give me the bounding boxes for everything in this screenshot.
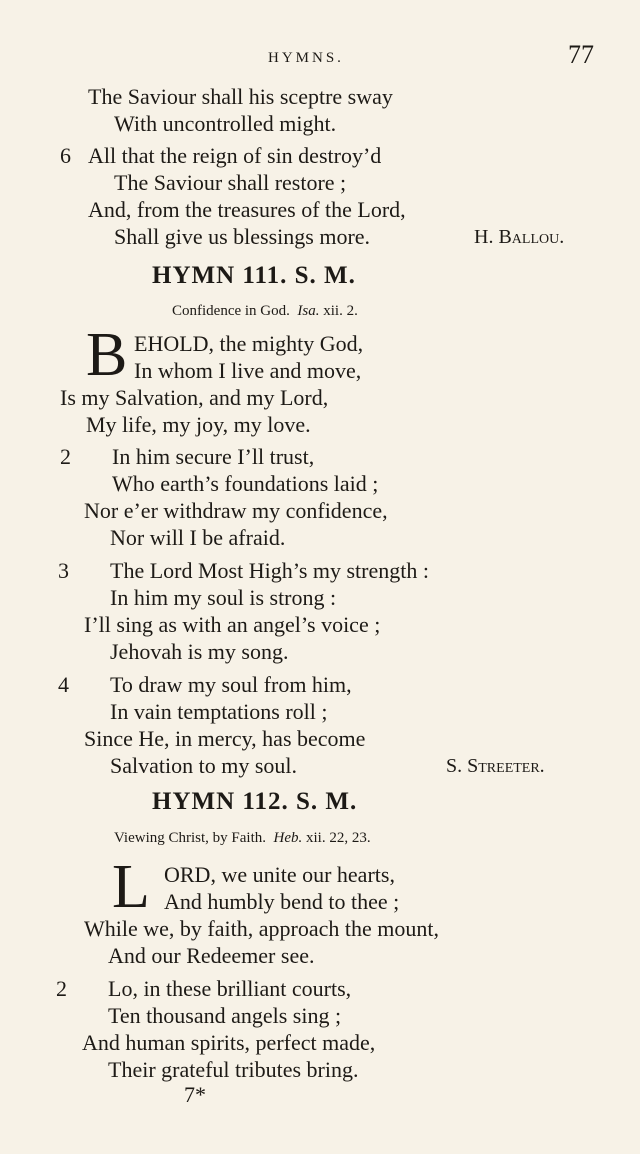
verse-number: 4	[58, 672, 69, 697]
verse-line: With uncontrolled might.	[114, 111, 337, 136]
verse-line: Is my Salvation, and my Lord,	[60, 385, 329, 410]
verse-line: And our Redeemer see.	[108, 943, 315, 968]
verse-number: 2	[56, 976, 67, 1001]
verse-line: I’ll sing as with an angel’s voice ;	[84, 612, 381, 637]
verse-line: Jehovah is my song.	[110, 639, 289, 664]
verse-line: Who earth’s foundations laid ;	[112, 471, 379, 496]
page-number: 77	[568, 40, 594, 69]
verse-line: All that the reign of sin destroy’d	[88, 143, 382, 168]
verse-line: Since He, in mercy, has become	[84, 726, 366, 751]
verse-line: My life, my joy, my love.	[86, 412, 311, 437]
verse-line: The Saviour shall his sceptre sway	[88, 84, 393, 109]
verse-line: While we, by faith, approach the mount,	[84, 916, 439, 941]
verse-line: Ten thousand angels sing ;	[108, 1003, 342, 1028]
verse-line: ORD, we unite our hearts,	[164, 862, 395, 887]
verse-line: The Saviour shall restore ;	[114, 170, 347, 195]
verse-line: And, from the treasures of the Lord,	[88, 197, 406, 222]
verse-line: Shall give us blessings more.	[114, 224, 371, 249]
verse-line: Nor will I be afraid.	[110, 525, 286, 550]
author-attribution: S. Streeter.	[446, 755, 545, 777]
running-head: HYMNS.	[268, 50, 344, 66]
signature-mark: 7*	[184, 1082, 206, 1107]
verse-line: And human spirits, perfect made,	[82, 1030, 376, 1055]
verse-number: 2	[60, 444, 71, 469]
hymn-title: HYMN 112. S. M.	[152, 788, 358, 815]
verse-line: Lo, in these brilliant courts,	[108, 976, 352, 1001]
verse-line: Salvation to my soul.	[110, 753, 297, 778]
verse-line: EHOLD, the mighty God,	[134, 331, 364, 356]
verse-number: 3	[58, 558, 69, 583]
verse-line: To draw my soul from him,	[110, 672, 352, 697]
verse-line: Their grateful tributes bring.	[108, 1057, 359, 1082]
verse-line: In him my soul is strong :	[110, 585, 337, 610]
verse-line: And humbly bend to thee ;	[164, 889, 400, 914]
hymn-subtitle: Confidence in God. Isa. xii. 2.	[172, 303, 358, 319]
verse-line: In whom I live and move,	[134, 358, 362, 383]
verse-number: 6	[60, 143, 71, 168]
author-attribution: H. Ballou.	[474, 226, 565, 248]
hymn-subtitle: Viewing Christ, by Faith. Heb. xii. 22, 23.	[114, 830, 371, 846]
verse-line: In him secure I’ll trust,	[112, 444, 315, 469]
drop-cap: L	[112, 853, 150, 921]
verse-line: The Lord Most High’s my strength :	[110, 558, 429, 583]
verse-line: Nor e’er withdraw my confidence,	[84, 498, 388, 523]
hymn-title: HYMN 111. S. M.	[152, 262, 356, 289]
verse-line: In vain temptations roll ;	[110, 699, 328, 724]
drop-cap: B	[86, 321, 128, 389]
